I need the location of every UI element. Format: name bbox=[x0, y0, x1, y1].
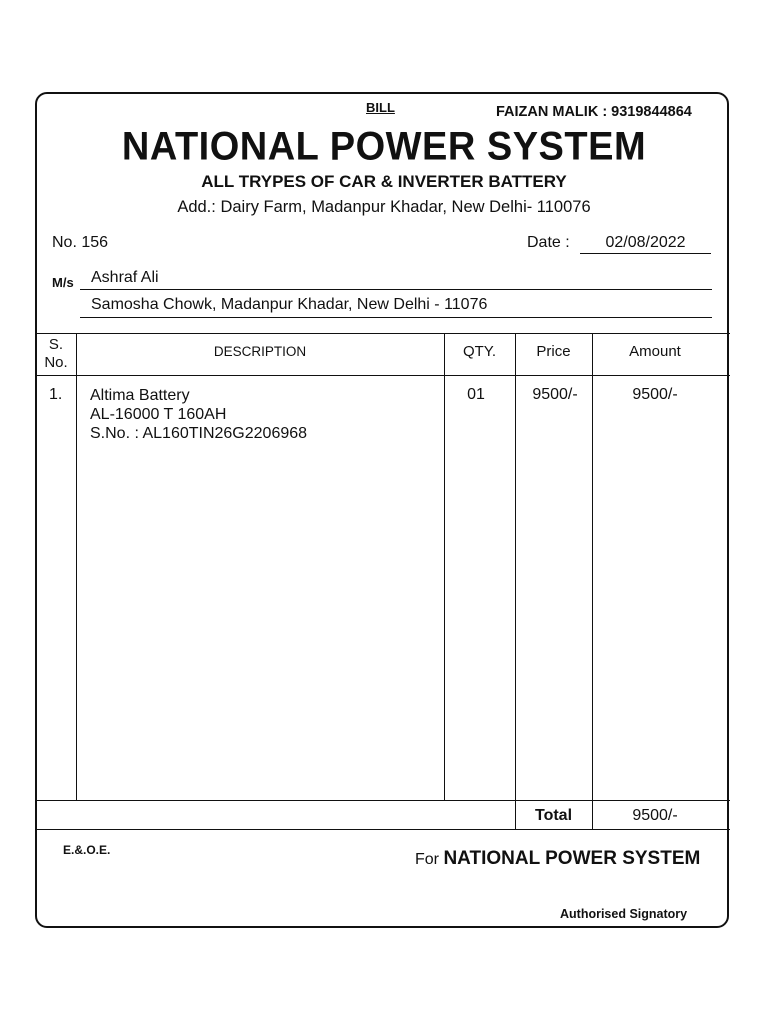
header-description: DESCRIPTION bbox=[213, 344, 307, 359]
description-line-2: AL-16000 T 160AH bbox=[90, 406, 227, 423]
company-tagline: ALL TRYPES OF CAR & INVERTER BATTERY bbox=[201, 172, 567, 191]
eoe-note: E.&.O.E. bbox=[63, 843, 111, 857]
date-value: 02/08/2022 bbox=[580, 234, 711, 254]
company-name bbox=[0, 125, 768, 170]
row-amount: 9500/- bbox=[632, 386, 678, 403]
company-address: Add.: Dairy Farm, Madanpur Khadar, New Delhi- 110076 bbox=[177, 198, 591, 216]
date-label: Date : bbox=[527, 234, 570, 251]
ms-label: M/s bbox=[52, 275, 74, 290]
description-line-1: Altima Battery bbox=[90, 387, 190, 404]
table-total-bottom-border bbox=[36, 829, 730, 830]
table-body-bottom-border bbox=[36, 800, 730, 801]
header-qty: QTY. bbox=[462, 343, 497, 360]
customer-name: Ashraf Ali bbox=[91, 269, 159, 286]
company-name-text: NATIONAL POWER SYSTEM bbox=[121, 124, 647, 170]
customer-address-line bbox=[80, 317, 712, 318]
header-sno-line2: No. bbox=[44, 354, 68, 371]
total-label: Total bbox=[534, 807, 573, 824]
table-top-border bbox=[36, 333, 730, 334]
customer-name-line bbox=[80, 289, 712, 290]
row-description bbox=[90, 386, 307, 443]
header-sno-line1: S. bbox=[48, 336, 64, 353]
table-header-border bbox=[36, 375, 730, 376]
description-line-3: S.No. : AL160TIN26G2206968 bbox=[90, 425, 308, 442]
bill-label: BILL bbox=[366, 100, 395, 115]
authorised-signatory: Authorised Signatory bbox=[560, 907, 688, 921]
header-amount: Amount bbox=[629, 343, 681, 360]
bill-frame bbox=[35, 92, 729, 928]
col-divider-price bbox=[592, 333, 593, 830]
total-value: 9500/- bbox=[632, 807, 678, 824]
row-sno: 1. bbox=[49, 386, 63, 403]
for-label: For bbox=[415, 851, 439, 868]
for-company bbox=[415, 848, 700, 870]
row-price: 9500/- bbox=[532, 386, 578, 403]
owner-contact: FAIZAN MALIK : 9319844864 bbox=[496, 104, 692, 120]
for-company-name: NATIONAL POWER SYSTEM bbox=[443, 848, 701, 869]
bill-number: No. 156 bbox=[52, 234, 109, 251]
customer-address: Samosha Chowk, Madanpur Khadar, New Delhi - 11076 bbox=[91, 296, 488, 313]
header-price: Price bbox=[536, 343, 571, 360]
row-qty: 01 bbox=[467, 386, 485, 403]
col-divider-qty bbox=[515, 333, 516, 830]
header-sno bbox=[36, 336, 76, 372]
col-divider-sno bbox=[76, 333, 77, 801]
